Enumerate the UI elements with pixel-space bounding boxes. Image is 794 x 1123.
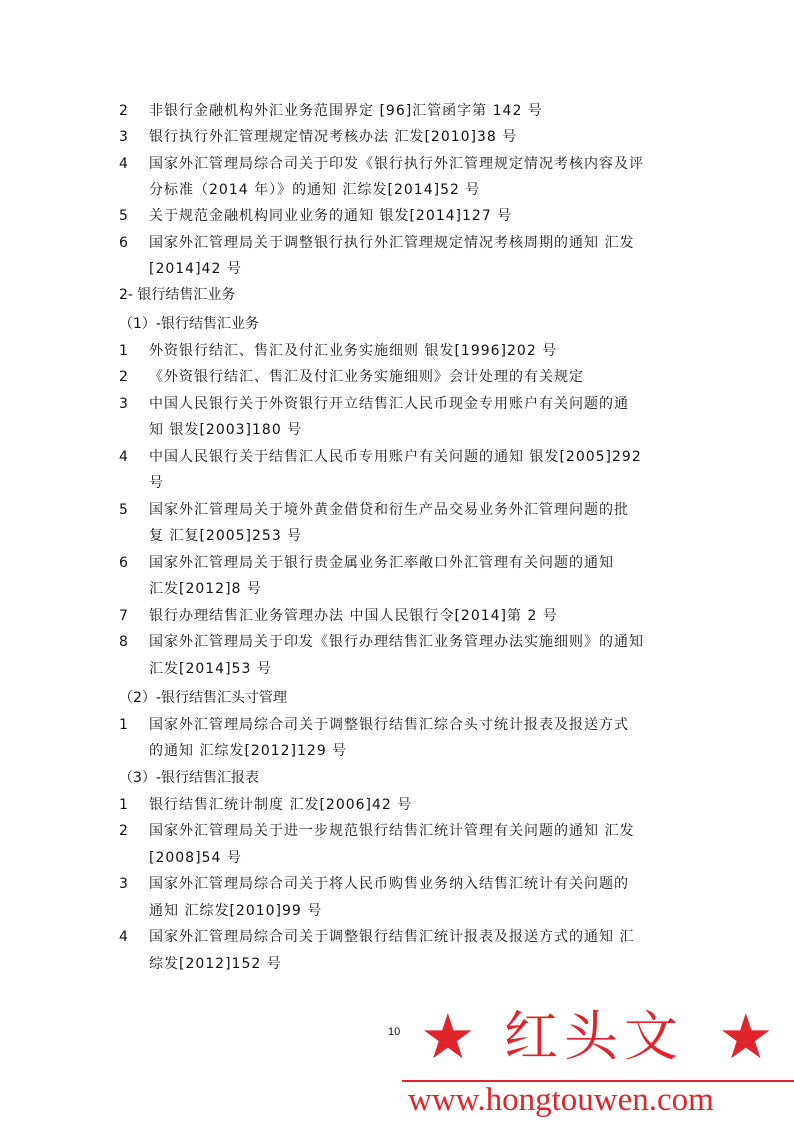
item-text: 银行办理结售汇业务管理办法 中国人民银行令[2014]第 2 号 — [149, 608, 558, 624]
subsection-heading: （3）-银行结售汇报表 — [119, 770, 259, 786]
item-text: 银行执行外汇管理规定情况考核办法 汇发[2010]38 号 — [149, 129, 518, 145]
item-text: 国家外汇管理局关于印发《银行办理结售汇业务管理办法实施细则》的通知 — [149, 634, 644, 650]
item-number: 1 — [119, 343, 129, 359]
item-text-continued: 的通知 汇综发[2012]129 号 — [149, 743, 348, 759]
item-text: 非银行金融机构外汇业务范围界定 [96]汇管函字第 142 号 — [149, 103, 543, 119]
item-text-continued: 知 银发[2003]180 号 — [149, 422, 303, 438]
item-text: 国家外汇管理局关于银行贵金属业务汇率敞口外汇管理有关问题的通知 — [149, 555, 614, 571]
item-text-continued: 汇发[2014]53 号 — [149, 661, 272, 677]
item-number: 6 — [119, 235, 129, 251]
item-number: 3 — [119, 129, 129, 145]
item-number: 3 — [119, 876, 129, 892]
item-number: 3 — [119, 396, 129, 412]
item-text: 国家外汇管理局综合司关于调整银行结售汇统计报表及报送方式的通知 汇 — [149, 929, 635, 945]
item-number: 4 — [119, 449, 129, 465]
item-text: 中国人民银行关于结售汇人民币专用账户有关问题的通知 银发[2005]292 — [149, 449, 642, 465]
star-icon: ★ — [420, 1000, 476, 1073]
item-text: 国家外汇管理局综合司关于将人民币购售业务纳入结售汇统计有关问题的 — [149, 876, 629, 892]
item-text: 中国人民银行关于外资银行开立结售汇人民币现金专用账户有关问题的通 — [149, 396, 629, 412]
subsection-heading: （2）-银行结售汇头寸管理 — [119, 690, 287, 706]
item-text-continued: [2008]54 号 — [149, 850, 242, 866]
item-text-continued: 号 — [149, 475, 164, 491]
watermark-url: www.hongtouwen.com — [408, 1082, 714, 1118]
item-text: 国家外汇管理局关于进一步规范银行结售汇统计管理有关问题的通知 汇发 — [149, 823, 635, 839]
item-text-continued: 综发[2012]152 号 — [149, 956, 282, 972]
item-text: 银行结售汇统计制度 汇发[2006]42 号 — [149, 797, 413, 813]
item-number: 4 — [119, 929, 129, 945]
subsection-heading: （1）-银行结售汇业务 — [119, 316, 259, 332]
item-text: 国家外汇管理局关于境外黄金借贷和衍生产品交易业务外汇管理问题的批 — [149, 502, 629, 518]
item-number: 5 — [119, 208, 129, 224]
item-text-continued: [2014]42 号 — [149, 261, 242, 277]
item-number: 7 — [119, 608, 129, 624]
item-text: 国家外汇管理局综合司关于印发《银行执行外汇管理规定情况考核内容及评 — [149, 156, 644, 172]
item-number: 8 — [119, 634, 129, 650]
item-text: 国家外汇管理局关于调整银行执行外汇管理规定情况考核周期的通知 汇发 — [149, 235, 635, 251]
item-text-continued: 汇发[2012]8 号 — [149, 581, 262, 597]
item-number: 5 — [119, 502, 129, 518]
item-text-continued: 复 汇复[2005]253 号 — [149, 528, 303, 544]
item-number: 6 — [119, 555, 129, 571]
item-number: 4 — [119, 156, 129, 172]
item-number: 2 — [119, 823, 129, 839]
watermark-title: 红头文 — [504, 1005, 684, 1068]
item-text-continued: 通知 汇综发[2010]99 号 — [149, 903, 323, 919]
item-text: 国家外汇管理局综合司关于调整银行结售汇综合头寸统计报表及报送方式 — [149, 717, 629, 733]
item-number: 1 — [119, 717, 129, 733]
watermark — [400, 1000, 794, 1123]
item-number: 2 — [119, 369, 129, 385]
page-number: 10 — [388, 1026, 401, 1038]
item-text: 外资银行结汇、售汇及付汇业务实施细则 银发[1996]202 号 — [149, 343, 558, 359]
item-text: 《外资银行结汇、售汇及付汇业务实施细则》会计处理的有关规定 — [149, 369, 584, 385]
item-number: 2 — [119, 103, 129, 119]
section-heading: 2- 银行结售汇业务 — [119, 287, 236, 303]
item-text-continued: 分标准（2014 年）》的通知 汇综发[2014]52 号 — [149, 182, 481, 198]
star-icon: ★ — [718, 1000, 774, 1073]
item-number: 1 — [119, 797, 129, 813]
item-text: 关于规范金融机构同业业务的通知 银发[2014]127 号 — [149, 208, 513, 224]
